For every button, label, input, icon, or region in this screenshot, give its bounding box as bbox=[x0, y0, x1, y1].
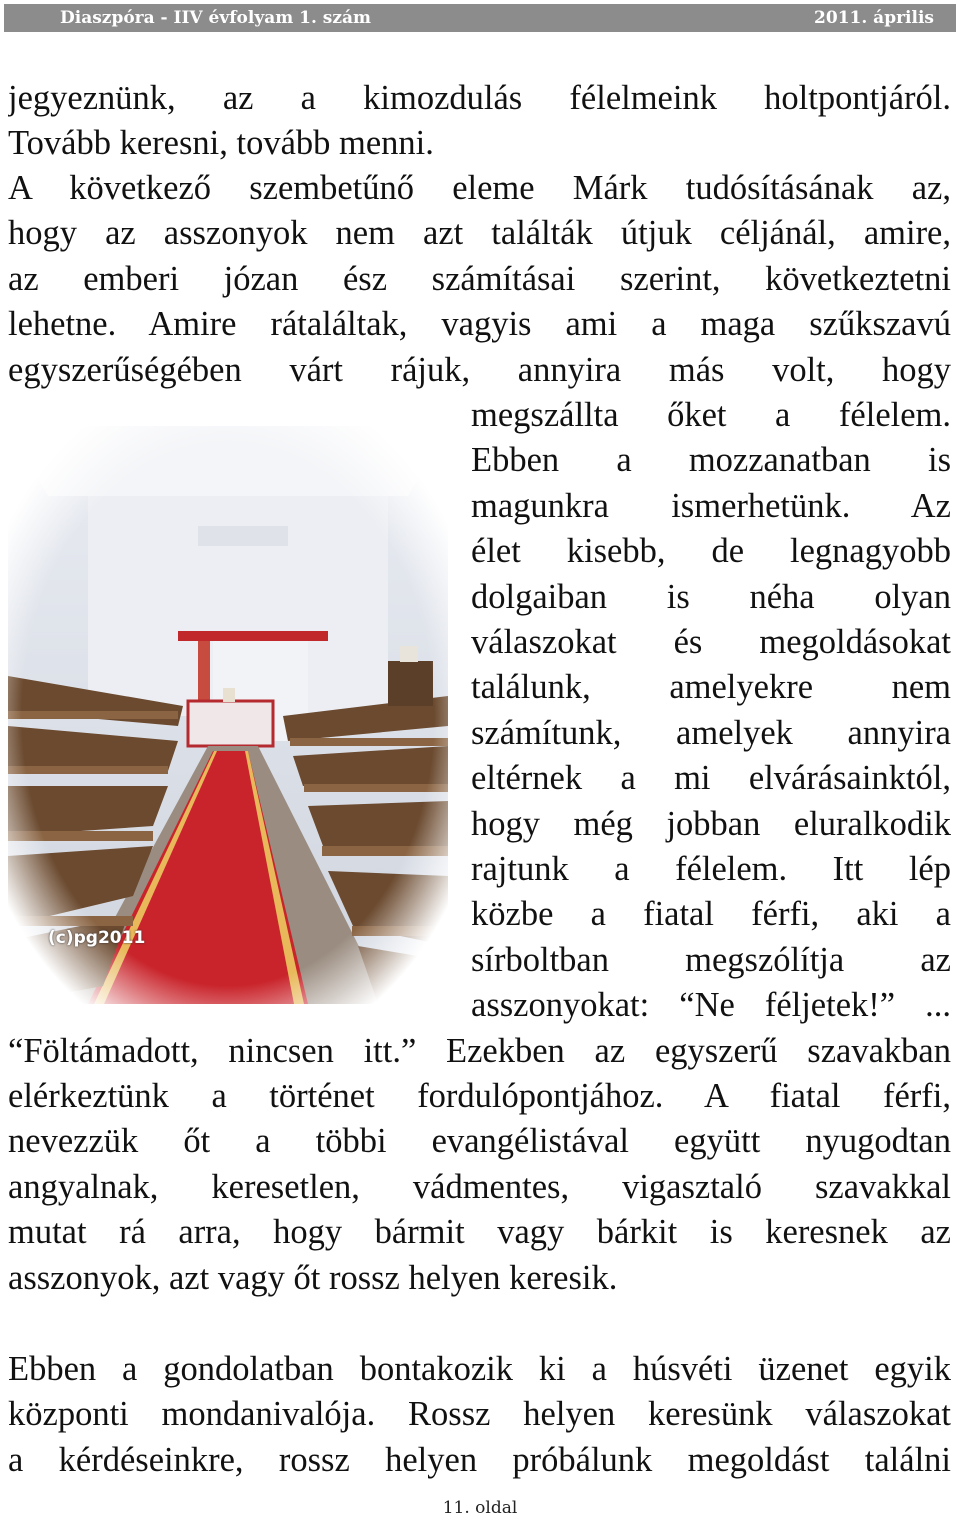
text-line: eltérnek a mi elvárásainktól, bbox=[471, 759, 951, 797]
text-line: közbe a fiatal férfi, aki a bbox=[471, 895, 951, 933]
text-line: elérkeztünk a történet fordulópontjához. A fiatal férfi, bbox=[8, 1077, 951, 1115]
church-photo-graphic bbox=[8, 426, 448, 1004]
text-line: lehetne. Amire rátaláltak, vagyis ami a maga szűkszavú bbox=[8, 305, 951, 343]
text-line: rajtunk a félelem. Itt lép bbox=[471, 850, 951, 888]
text-line: megszállta őket a félelem. bbox=[471, 396, 951, 434]
text-line: számítunk, amelyek annyira bbox=[471, 714, 951, 752]
text-line: sírboltban megszólítja az bbox=[471, 941, 951, 979]
text-line: “Föltámadott, nincsen itt.” Ezekben az egyszerű szavakban bbox=[8, 1032, 951, 1070]
text-line: az emberi józan ész számításai szerint, következtetni bbox=[8, 260, 951, 298]
text-line: válaszokat és megoldásokat bbox=[471, 623, 951, 661]
text-line: Ebben a mozzanatban is bbox=[471, 441, 951, 479]
text-line: Tovább keresni, tovább menni. bbox=[8, 124, 434, 162]
text-line: nevezzük őt a többi evangélistával együtt nyugodtan bbox=[8, 1122, 951, 1160]
text-line: mutat rá arra, hogy bármit vagy bárkit is keresnek az bbox=[8, 1213, 951, 1251]
header-date: 2011. április bbox=[814, 8, 934, 28]
text-line: Ebben a gondolatban bontakozik ki a húsvéti üzenet egyik bbox=[8, 1350, 951, 1388]
page-number: 11. oldal bbox=[442, 1498, 518, 1518]
text-line: angyalnak, keresetlen, vádmentes, vigasztaló szavakkal bbox=[8, 1168, 951, 1206]
text-line: jegyeznünk, az a kimozdulás félelmeink holtpontjáról. bbox=[8, 79, 951, 117]
text-line: A következő szembetűnő eleme Márk tudósításának az, bbox=[8, 169, 951, 207]
text-line: hogy az asszonyok nem azt találták útjuk céljánál, amire, bbox=[8, 214, 951, 252]
text-line: élet kisebb, de legnagyobb bbox=[471, 532, 951, 570]
text-line: központi mondanivalója. Rossz helyen keresünk válaszokat bbox=[8, 1395, 951, 1433]
text-line: a kérdéseinkre, rossz helyen próbálunk megoldást találni bbox=[8, 1441, 951, 1479]
text-line: hogy még jobban eluralkodik bbox=[471, 805, 951, 843]
text-line: magunkra ismerhetünk. Az bbox=[471, 487, 951, 525]
text-line: asszonyokat: “Ne féljetek!” ... bbox=[471, 986, 951, 1024]
header-publication: Diaszpóra - IIV évfolyam 1. szám bbox=[60, 8, 372, 28]
page-header bbox=[4, 4, 956, 32]
text-line: egyszerűségében várt rájuk, annyira más volt, hogy bbox=[8, 351, 951, 389]
photo-caption: (c)pg2011 bbox=[48, 928, 146, 948]
text-line: dolgaiban is néha olyan bbox=[471, 578, 951, 616]
text-line: találunk, amelyekre nem bbox=[471, 668, 951, 706]
text-line: asszonyok, azt vagy őt rossz helyen keresik. bbox=[8, 1259, 618, 1297]
church-interior-photo bbox=[8, 426, 448, 1004]
